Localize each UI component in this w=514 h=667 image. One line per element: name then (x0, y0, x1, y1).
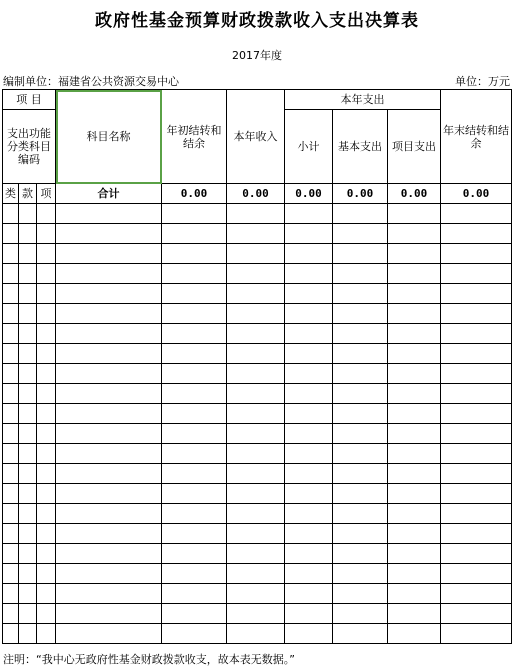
table-cell[interactable] (227, 344, 285, 364)
table-cell[interactable] (441, 544, 512, 564)
table-row (3, 464, 512, 484)
table-row (3, 304, 512, 324)
table-cell[interactable] (388, 344, 441, 364)
expense-group-header: 本年支出 (285, 90, 441, 110)
table-cell[interactable] (441, 444, 512, 464)
table-cell[interactable] (388, 304, 441, 324)
table-cell[interactable] (388, 444, 441, 464)
table-cell[interactable] (3, 444, 19, 464)
table-cell[interactable] (388, 464, 441, 484)
table-cell[interactable] (388, 364, 441, 384)
table-cell[interactable] (441, 504, 512, 524)
table-cell[interactable] (19, 364, 37, 384)
table-cell[interactable] (56, 524, 162, 544)
table-cell[interactable] (388, 264, 441, 284)
table-row (3, 524, 512, 544)
table-row (3, 584, 512, 604)
table-cell[interactable] (37, 464, 56, 484)
table-cell[interactable] (162, 204, 227, 224)
table-cell[interactable] (227, 464, 285, 484)
table-cell[interactable] (56, 344, 162, 364)
table-cell[interactable] (285, 404, 333, 424)
table-cell[interactable] (388, 484, 441, 504)
table-cell[interactable] (162, 584, 227, 604)
table-cell[interactable] (285, 384, 333, 404)
table-cell[interactable] (227, 604, 285, 624)
table-cell[interactable] (333, 364, 388, 384)
table-row (3, 344, 512, 364)
item-header: 项 目 (3, 90, 56, 110)
table-cell[interactable] (227, 524, 285, 544)
table-cell[interactable] (162, 384, 227, 404)
table-cell[interactable] (3, 384, 19, 404)
table-cell[interactable] (388, 284, 441, 304)
table-cell[interactable] (441, 384, 512, 404)
table-cell[interactable] (3, 604, 19, 624)
table-cell[interactable] (285, 344, 333, 364)
table-cell[interactable] (441, 584, 512, 604)
table-cell[interactable] (333, 424, 388, 444)
report-year: 2017年度 (232, 49, 282, 62)
table-cell[interactable] (285, 224, 333, 244)
table-row (3, 444, 512, 464)
table-cell[interactable] (333, 264, 388, 284)
table-row (3, 604, 512, 624)
table-cell[interactable] (388, 204, 441, 224)
table-cell[interactable] (441, 404, 512, 424)
table-cell[interactable] (441, 284, 512, 304)
table-cell[interactable] (333, 564, 388, 584)
table-cell[interactable] (285, 364, 333, 384)
table-cell[interactable] (162, 344, 227, 364)
table-cell[interactable] (441, 324, 512, 344)
table-cell[interactable] (388, 584, 441, 604)
table-cell[interactable] (333, 484, 388, 504)
table-cell[interactable] (227, 384, 285, 404)
table-row (3, 384, 512, 404)
table-cell[interactable] (333, 344, 388, 364)
table-row (3, 204, 512, 224)
table-cell[interactable] (162, 264, 227, 284)
table-row (3, 564, 512, 584)
table-cell[interactable] (162, 524, 227, 544)
table-row (3, 544, 512, 564)
total-begin-balance: 0.00 (162, 184, 227, 204)
table-cell[interactable] (162, 404, 227, 424)
table-cell[interactable] (162, 424, 227, 444)
table-cell[interactable] (333, 304, 388, 324)
table-cell[interactable] (37, 264, 56, 284)
organization-label: 编制单位：福建省公共资源交易中心 (3, 75, 179, 88)
table-cell[interactable] (388, 244, 441, 264)
table-cell[interactable] (19, 544, 37, 564)
table-cell[interactable] (333, 204, 388, 224)
table-cell[interactable] (441, 264, 512, 284)
table-cell[interactable] (285, 524, 333, 544)
table-cell[interactable] (441, 484, 512, 504)
table-cell[interactable] (3, 504, 19, 524)
table-cell[interactable] (56, 604, 162, 624)
table-cell[interactable] (56, 544, 162, 564)
table-cell[interactable] (227, 264, 285, 284)
table-cell[interactable] (3, 364, 19, 384)
table-cell[interactable] (441, 344, 512, 364)
table-cell[interactable] (441, 524, 512, 544)
table-cell[interactable] (3, 284, 19, 304)
total-subtotal: 0.00 (285, 184, 333, 204)
table-cell[interactable] (162, 224, 227, 244)
table-cell[interactable] (19, 344, 37, 364)
table-cell[interactable] (333, 624, 388, 644)
table-cell[interactable] (56, 284, 162, 304)
table-cell[interactable] (56, 624, 162, 644)
table-cell[interactable] (227, 504, 285, 524)
table-cell[interactable] (441, 364, 512, 384)
table-cell[interactable] (388, 504, 441, 524)
table-cell[interactable] (388, 544, 441, 564)
end-balance-header: 年末结转和结余 (441, 90, 512, 184)
table-cell[interactable] (56, 484, 162, 504)
table-cell[interactable] (37, 384, 56, 404)
table-cell[interactable] (37, 204, 56, 224)
table-cell[interactable] (227, 584, 285, 604)
table-cell[interactable] (162, 504, 227, 524)
table-cell[interactable] (37, 444, 56, 464)
table-row (3, 224, 512, 244)
table-cell[interactable] (333, 504, 388, 524)
table-cell[interactable] (37, 584, 56, 604)
table-cell[interactable] (227, 284, 285, 304)
table-cell[interactable] (285, 624, 333, 644)
table-cell[interactable] (333, 524, 388, 544)
table-cell[interactable] (19, 204, 37, 224)
table-cell[interactable] (285, 324, 333, 344)
table-cell[interactable] (19, 244, 37, 264)
table-cell[interactable] (162, 544, 227, 564)
table-cell[interactable] (333, 244, 388, 264)
table-cell[interactable] (227, 244, 285, 264)
table-cell[interactable] (37, 624, 56, 644)
table-cell[interactable] (333, 464, 388, 484)
table-cell[interactable] (19, 584, 37, 604)
table-cell[interactable] (37, 484, 56, 504)
table-cell[interactable] (333, 284, 388, 304)
table-cell[interactable] (37, 544, 56, 564)
table-cell[interactable] (19, 444, 37, 464)
table-cell[interactable] (285, 504, 333, 524)
table-cell[interactable] (19, 504, 37, 524)
table-cell[interactable] (37, 324, 56, 344)
table-cell[interactable] (441, 304, 512, 324)
table-cell[interactable] (162, 564, 227, 584)
xiang-header: 项 (37, 184, 56, 204)
table-cell[interactable] (19, 264, 37, 284)
table-cell[interactable] (227, 484, 285, 504)
table-cell[interactable] (285, 604, 333, 624)
table-cell[interactable] (388, 384, 441, 404)
table-cell[interactable] (388, 324, 441, 344)
footnote: 注明：“我中心无政府性基金财政拨款收支，故本表无数据。” (3, 653, 295, 666)
table-cell[interactable] (56, 244, 162, 264)
table-cell[interactable] (37, 524, 56, 544)
table-cell[interactable] (227, 564, 285, 584)
table-cell[interactable] (56, 424, 162, 444)
table-cell[interactable] (3, 544, 19, 564)
table-cell[interactable] (3, 224, 19, 244)
table-cell[interactable] (162, 324, 227, 344)
table-cell[interactable] (333, 604, 388, 624)
function-code-header: 支出功能分类科目编码 (3, 110, 56, 184)
table-row (3, 244, 512, 264)
table-cell[interactable] (285, 464, 333, 484)
table-cell[interactable] (285, 564, 333, 584)
table-cell[interactable] (285, 244, 333, 264)
table-cell[interactable] (227, 304, 285, 324)
table-cell[interactable] (388, 624, 441, 644)
table-cell[interactable] (388, 224, 441, 244)
table-cell[interactable] (227, 204, 285, 224)
table-cell[interactable] (3, 464, 19, 484)
total-end-balance: 0.00 (441, 184, 512, 204)
table-row (3, 324, 512, 344)
table-cell[interactable] (285, 544, 333, 564)
table-cell[interactable] (19, 324, 37, 344)
table-cell[interactable] (19, 484, 37, 504)
table-cell[interactable] (3, 324, 19, 344)
table-cell[interactable] (3, 244, 19, 264)
table-cell[interactable] (285, 284, 333, 304)
table-cell[interactable] (56, 204, 162, 224)
table-cell[interactable] (3, 204, 19, 224)
total-income: 0.00 (227, 184, 285, 204)
table-cell[interactable] (441, 624, 512, 644)
table-cell[interactable] (388, 564, 441, 584)
table-cell[interactable] (56, 584, 162, 604)
total-basic: 0.00 (333, 184, 388, 204)
table-cell[interactable] (56, 504, 162, 524)
table-cell[interactable] (388, 404, 441, 424)
kuan-header: 款 (19, 184, 37, 204)
table-cell[interactable] (285, 424, 333, 444)
table-cell[interactable] (3, 584, 19, 604)
table-cell[interactable] (19, 304, 37, 324)
table-cell[interactable] (19, 384, 37, 404)
table-row (3, 484, 512, 504)
table-cell[interactable] (37, 304, 56, 324)
table-cell[interactable] (19, 424, 37, 444)
budget-table (2, 89, 512, 644)
table-cell[interactable] (37, 564, 56, 584)
table-cell[interactable] (3, 404, 19, 424)
table-cell[interactable] (3, 344, 19, 364)
table-cell[interactable] (162, 244, 227, 264)
table-cell[interactable] (388, 424, 441, 444)
table-cell[interactable] (19, 464, 37, 484)
table-cell[interactable] (227, 624, 285, 644)
table-cell[interactable] (162, 624, 227, 644)
table-cell[interactable] (227, 444, 285, 464)
table-cell[interactable] (162, 284, 227, 304)
table-cell[interactable] (441, 564, 512, 584)
table-cell[interactable] (227, 324, 285, 344)
table-cell[interactable] (162, 304, 227, 324)
table-row (3, 364, 512, 384)
table-cell[interactable] (333, 444, 388, 464)
table-cell[interactable] (285, 264, 333, 284)
table-cell[interactable] (56, 224, 162, 244)
table-cell[interactable] (227, 364, 285, 384)
table-row (3, 504, 512, 524)
table-cell[interactable] (37, 364, 56, 384)
table-cell[interactable] (162, 444, 227, 464)
table-row (3, 264, 512, 284)
table-cell[interactable] (56, 384, 162, 404)
table-cell[interactable] (285, 444, 333, 464)
table-cell[interactable] (227, 224, 285, 244)
table-cell[interactable] (37, 244, 56, 264)
table-cell[interactable] (162, 604, 227, 624)
unit-label: 单位：万元 (455, 75, 510, 88)
table-cell[interactable] (333, 544, 388, 564)
table-cell[interactable] (227, 544, 285, 564)
table-cell[interactable] (3, 564, 19, 584)
table-cell[interactable] (333, 224, 388, 244)
table-cell[interactable] (19, 604, 37, 624)
table-row (3, 624, 512, 644)
table-cell[interactable] (3, 484, 19, 504)
table-cell[interactable] (37, 424, 56, 444)
table-cell[interactable] (388, 524, 441, 544)
table-cell[interactable] (3, 424, 19, 444)
table-cell[interactable] (162, 364, 227, 384)
table-cell[interactable] (162, 484, 227, 504)
table-cell[interactable] (37, 224, 56, 244)
subject-name-header[interactable]: 科目名称 (56, 90, 162, 184)
table-cell[interactable] (19, 224, 37, 244)
table-cell[interactable] (285, 304, 333, 324)
report-title: 政府性基金预算财政拨款收入支出决算表 (95, 11, 419, 31)
total-project: 0.00 (388, 184, 441, 204)
table-row (3, 424, 512, 444)
table-row (3, 404, 512, 424)
table-cell[interactable] (285, 484, 333, 504)
table-cell[interactable] (285, 584, 333, 604)
lei-header: 类 (3, 184, 19, 204)
table-cell[interactable] (37, 604, 56, 624)
table-cell[interactable] (56, 364, 162, 384)
table-cell[interactable] (3, 624, 19, 644)
table-cell[interactable] (56, 464, 162, 484)
table-cell[interactable] (37, 344, 56, 364)
table-cell[interactable] (19, 624, 37, 644)
table-cell[interactable] (56, 564, 162, 584)
table-cell[interactable] (56, 404, 162, 424)
table-cell[interactable] (56, 264, 162, 284)
table-row (3, 284, 512, 304)
table-cell[interactable] (333, 404, 388, 424)
table-cell[interactable] (441, 244, 512, 264)
table-cell[interactable] (3, 264, 19, 284)
subtotal-header: 小计 (285, 110, 333, 184)
table-cell[interactable] (37, 284, 56, 304)
basic-expense-header: 基本支出 (333, 110, 388, 184)
project-expense-header: 项目支出 (388, 110, 441, 184)
table-cell[interactable] (162, 464, 227, 484)
table-cell[interactable] (56, 444, 162, 464)
table-cell[interactable] (441, 224, 512, 244)
table-cell[interactable] (19, 524, 37, 544)
table-cell[interactable] (285, 204, 333, 224)
table-cell[interactable] (56, 304, 162, 324)
table-cell[interactable] (441, 424, 512, 444)
table-cell[interactable] (3, 304, 19, 324)
table-cell[interactable] (3, 524, 19, 544)
table-cell[interactable] (333, 324, 388, 344)
table-cell[interactable] (441, 204, 512, 224)
table-cell[interactable] (37, 404, 56, 424)
table-cell[interactable] (333, 384, 388, 404)
table-cell[interactable] (19, 284, 37, 304)
table-cell[interactable] (56, 324, 162, 344)
begin-balance-header: 年初结转和结余 (162, 90, 227, 184)
table-cell[interactable] (19, 404, 37, 424)
income-header: 本年收入 (227, 90, 285, 184)
table-cell[interactable] (227, 404, 285, 424)
table-cell[interactable] (333, 584, 388, 604)
total-label: 合计 (56, 184, 162, 204)
table-cell[interactable] (19, 564, 37, 584)
table-cell[interactable] (37, 504, 56, 524)
table-cell[interactable] (227, 424, 285, 444)
table-cell[interactable] (441, 604, 512, 624)
table-cell[interactable] (441, 464, 512, 484)
table-cell[interactable] (388, 604, 441, 624)
